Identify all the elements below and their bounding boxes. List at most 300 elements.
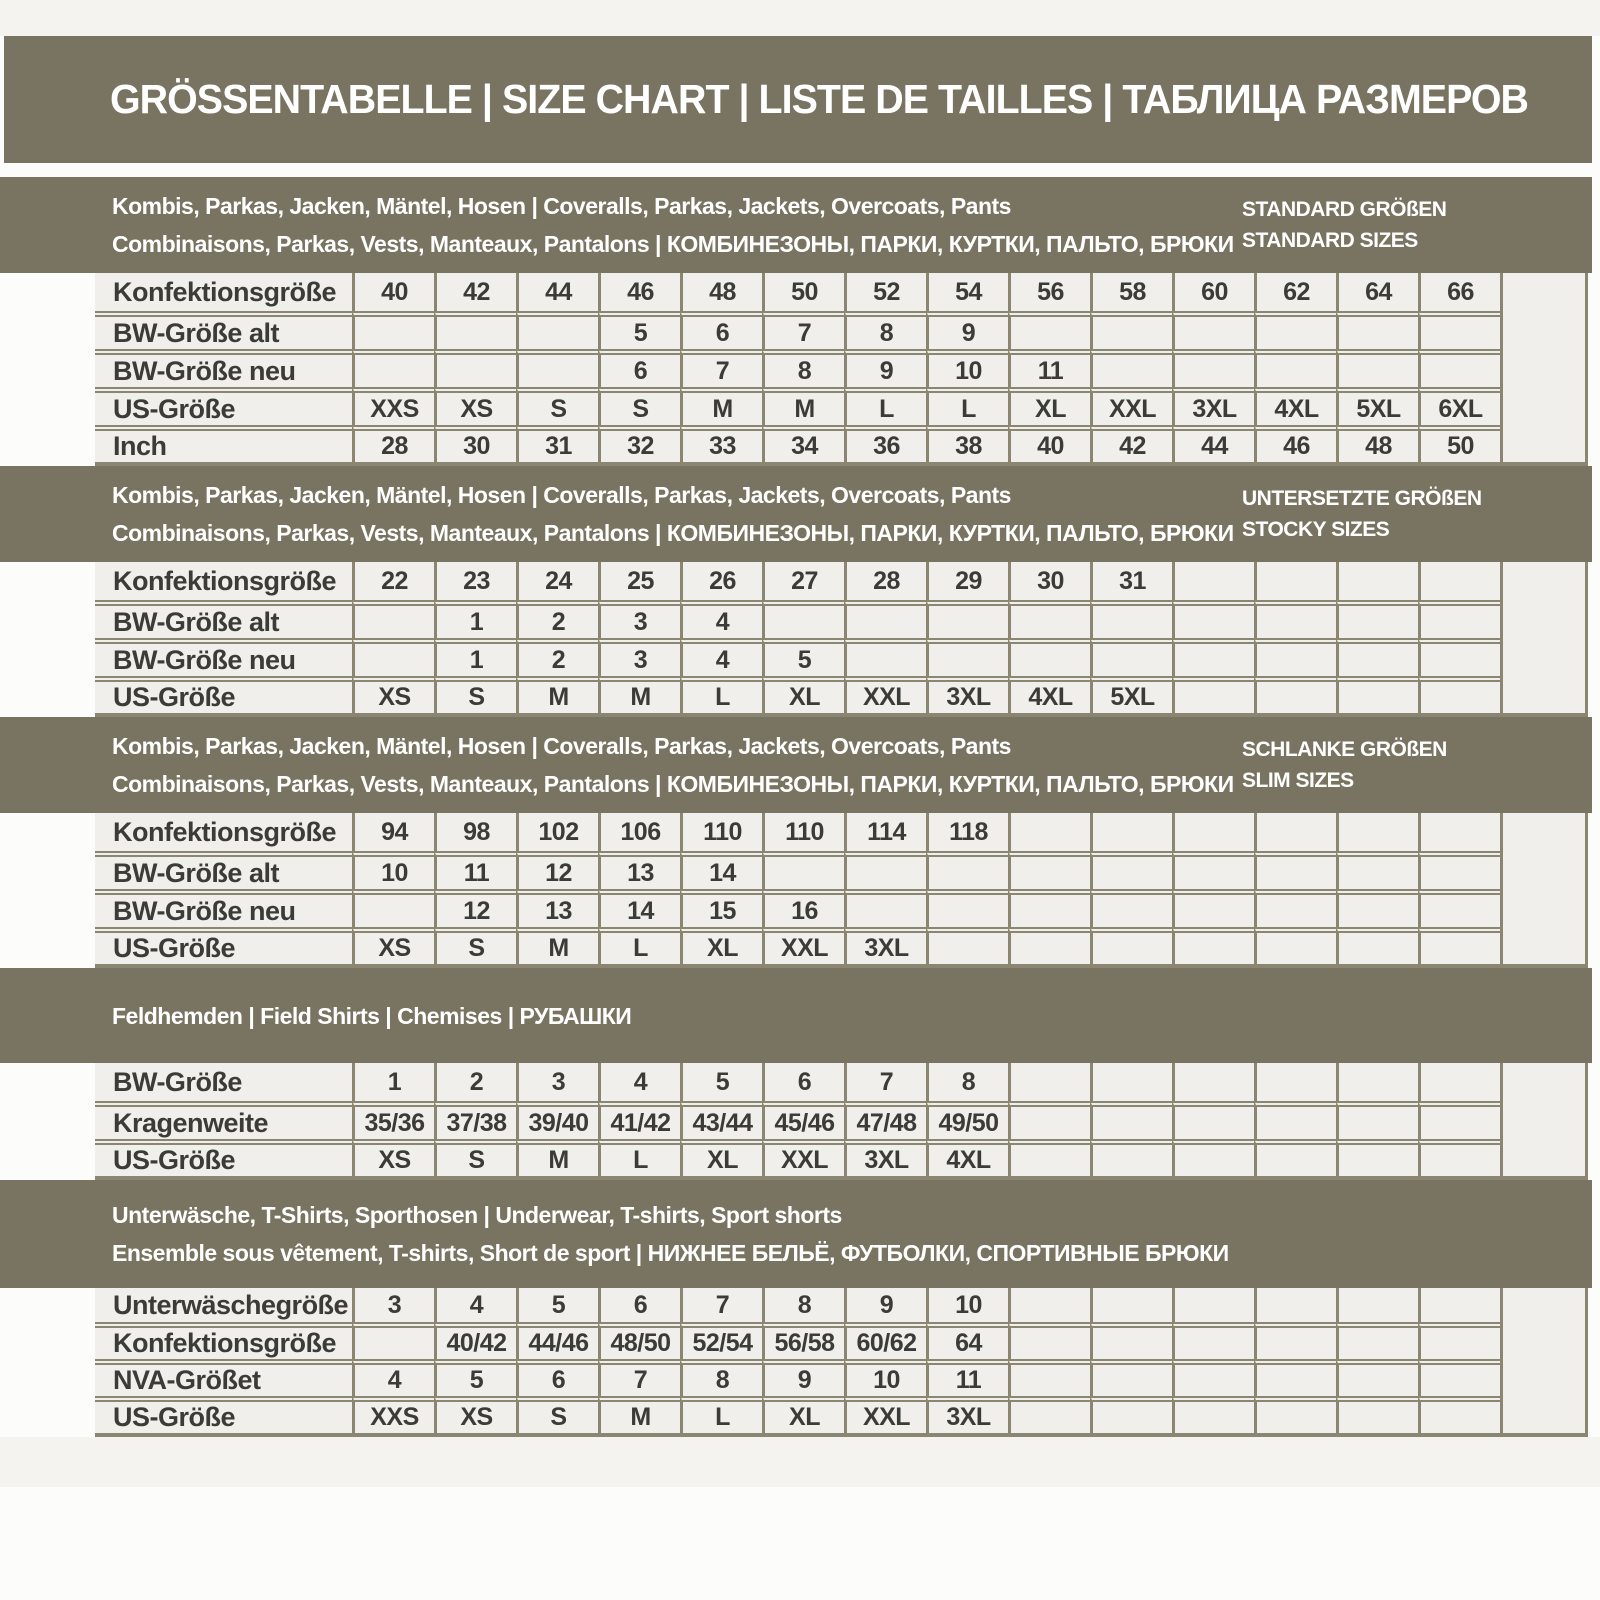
size-value-cell: 4XL <box>1008 676 1090 717</box>
size-value-cell: 94 <box>352 813 434 851</box>
empty-cell <box>1008 600 1090 638</box>
empty-cell <box>1172 1063 1254 1101</box>
size-value-cell: M <box>598 676 680 717</box>
size-value-cell: 4 <box>434 1288 516 1322</box>
size-value-cell: 31 <box>516 425 598 466</box>
empty-cell <box>1090 1139 1172 1180</box>
size-value-cell: 1 <box>352 1063 434 1101</box>
size-value-cell: 13 <box>516 889 598 927</box>
size-value-cell: 3 <box>598 638 680 676</box>
empty-cell <box>1172 1396 1254 1437</box>
empty-cell <box>1090 889 1172 927</box>
empty-cell <box>1254 1359 1336 1396</box>
size-value-cell: 29 <box>926 562 1008 600</box>
size-value-cell: 110 <box>680 813 762 851</box>
size-table-row <box>95 273 1588 311</box>
size-value-cell: 28 <box>844 562 926 600</box>
title-bar <box>4 36 1592 163</box>
empty-cell <box>1254 1396 1336 1437</box>
empty-cell <box>1418 1396 1500 1437</box>
size-value-cell: XL <box>680 1139 762 1180</box>
size-table-stocky <box>95 562 1588 717</box>
empty-cell <box>1336 927 1418 968</box>
empty-cell <box>1254 600 1336 638</box>
empty-cell <box>1418 676 1500 717</box>
size-table-slim <box>95 813 1588 968</box>
section-heading-line: Kombis, Parkas, Jacken, Mäntel, Hosen | Coveralls, Parkas, Jackets, Overcoats, Pants <box>112 193 1011 219</box>
size-value-cell: 7 <box>598 1359 680 1396</box>
empty-cell <box>352 889 434 927</box>
empty-cell <box>1418 1288 1500 1322</box>
empty-cell <box>1336 889 1418 927</box>
size-value-cell: M <box>516 927 598 968</box>
empty-cell <box>844 889 926 927</box>
empty-cell <box>844 638 926 676</box>
section-heading-line: Unterwäsche, T-Shirts, Sporthosen | Underwear, T-shirts, Sport shorts <box>112 1202 842 1228</box>
empty-cell <box>1336 1101 1418 1139</box>
empty-cell <box>1090 600 1172 638</box>
empty-cell <box>1418 1101 1500 1139</box>
empty-cell <box>1090 1101 1172 1139</box>
empty-cell <box>1336 349 1418 387</box>
empty-cell <box>1254 676 1336 717</box>
section-header-slim <box>0 717 1592 813</box>
size-value-cell: 44/46 <box>516 1322 598 1359</box>
empty-cell <box>1172 851 1254 889</box>
empty-cell <box>1336 676 1418 717</box>
empty-cell <box>1418 349 1500 387</box>
size-table-row <box>95 1288 1588 1322</box>
size-value-cell: 36 <box>844 425 926 466</box>
empty-cell <box>1172 638 1254 676</box>
size-value-cell: S <box>434 1139 516 1180</box>
empty-cell <box>1254 349 1336 387</box>
size-value-cell: 114 <box>844 813 926 851</box>
size-value-cell: 26 <box>680 562 762 600</box>
empty-cell <box>516 311 598 349</box>
empty-cell <box>1090 927 1172 968</box>
row-label: BW-Größe alt <box>95 311 352 349</box>
empty-tail-cell <box>1500 273 1588 466</box>
empty-cell <box>1172 311 1254 349</box>
size-value-cell: 10 <box>926 1288 1008 1322</box>
size-value-cell: 5XL <box>1336 387 1418 425</box>
empty-cell <box>926 889 1008 927</box>
empty-cell <box>1008 1322 1090 1359</box>
size-value-cell: 6 <box>762 1063 844 1101</box>
size-value-cell: M <box>516 676 598 717</box>
size-value-cell: 4XL <box>1254 387 1336 425</box>
size-value-cell: 45/46 <box>762 1101 844 1139</box>
size-value-cell: 9 <box>762 1359 844 1396</box>
size-value-cell: 3XL <box>844 1139 926 1180</box>
size-value-cell: 54 <box>926 273 1008 311</box>
row-label: BW-Größe neu <box>95 349 352 387</box>
section-heading-line: Kombis, Parkas, Jacken, Mäntel, Hosen | Coveralls, Parkas, Jackets, Overcoats, Pants <box>112 733 1011 759</box>
empty-cell <box>1008 1359 1090 1396</box>
size-value-cell: 25 <box>598 562 680 600</box>
empty-cell <box>1254 851 1336 889</box>
empty-cell <box>1254 1063 1336 1101</box>
size-table-underwear <box>95 1288 1588 1437</box>
empty-cell <box>1008 927 1090 968</box>
size-value-cell: 42 <box>1090 425 1172 466</box>
size-value-cell: 40 <box>352 273 434 311</box>
size-value-cell: L <box>926 387 1008 425</box>
empty-cell <box>1336 1063 1418 1101</box>
size-value-cell: M <box>598 1396 680 1437</box>
bottom-margin <box>0 1437 1600 1487</box>
size-value-cell: XXL <box>762 1139 844 1180</box>
size-value-cell: 64 <box>1336 273 1418 311</box>
empty-cell <box>926 638 1008 676</box>
size-value-cell: XXS <box>352 1396 434 1437</box>
size-table-row <box>95 311 1588 349</box>
page-title: GRÖSSENTABELLE | SIZE CHART | LISTE DE TAILLES | ТАБЛИЦА РАЗМЕРОВ <box>110 76 1528 122</box>
empty-cell <box>1254 562 1336 600</box>
size-table-row <box>95 562 1588 600</box>
size-value-cell: XXL <box>844 676 926 717</box>
size-value-cell: XXS <box>352 387 434 425</box>
size-value-cell: XL <box>762 676 844 717</box>
section-heading-line: Feldhemden | Field Shirts | Chemises | РУБАШКИ <box>112 1002 632 1029</box>
row-label: Konfektionsgröße <box>95 562 352 600</box>
empty-cell <box>1418 851 1500 889</box>
row-label: Konfektionsgröße <box>95 1322 352 1359</box>
size-value-cell: 4 <box>680 600 762 638</box>
size-value-cell: 8 <box>844 311 926 349</box>
size-value-cell: 46 <box>598 273 680 311</box>
empty-cell <box>1254 927 1336 968</box>
size-table-row <box>95 425 1588 466</box>
size-value-cell: XL <box>680 927 762 968</box>
size-value-cell: 7 <box>680 349 762 387</box>
section-header-standard <box>0 177 1592 273</box>
empty-cell <box>1336 1288 1418 1322</box>
size-value-cell: 64 <box>926 1322 1008 1359</box>
empty-cell <box>844 851 926 889</box>
size-value-cell: XXL <box>844 1396 926 1437</box>
size-value-cell: 4 <box>680 638 762 676</box>
size-value-cell: 5 <box>434 1359 516 1396</box>
empty-cell <box>1090 851 1172 889</box>
empty-tail-cell <box>1500 1063 1588 1180</box>
size-value-cell: 42 <box>434 273 516 311</box>
row-label: BW-Größe neu <box>95 889 352 927</box>
size-category-line: STANDARD GRÖßEN <box>1242 198 1447 221</box>
row-label: US-Größe <box>95 1396 352 1437</box>
size-value-cell: 37/38 <box>434 1101 516 1139</box>
size-value-cell: 5 <box>516 1288 598 1322</box>
size-value-cell: 3 <box>598 600 680 638</box>
size-value-cell: M <box>762 387 844 425</box>
empty-cell <box>1172 1288 1254 1322</box>
size-value-cell: 6XL <box>1418 387 1500 425</box>
row-label: BW-Größe neu <box>95 638 352 676</box>
size-value-cell: 110 <box>762 813 844 851</box>
size-table-row <box>95 387 1588 425</box>
size-value-cell: L <box>844 387 926 425</box>
empty-cell <box>926 600 1008 638</box>
size-value-cell: 5 <box>680 1063 762 1101</box>
size-value-cell: 98 <box>434 813 516 851</box>
size-value-cell: 2 <box>516 638 598 676</box>
size-table-row <box>95 889 1588 927</box>
size-value-cell: XXL <box>762 927 844 968</box>
row-label: NVA-Größet <box>95 1359 352 1396</box>
size-table-row <box>95 1396 1588 1437</box>
empty-cell <box>1418 1063 1500 1101</box>
size-value-cell: 56/58 <box>762 1322 844 1359</box>
section-header-field-shirts <box>0 968 1592 1063</box>
size-value-cell: 46 <box>1254 425 1336 466</box>
size-value-cell: 9 <box>844 349 926 387</box>
row-label: US-Größe <box>95 927 352 968</box>
empty-cell <box>1254 889 1336 927</box>
size-value-cell: 6 <box>598 349 680 387</box>
size-value-cell: S <box>434 927 516 968</box>
title-gap <box>0 163 1600 177</box>
empty-cell <box>1336 1359 1418 1396</box>
size-value-cell: 7 <box>762 311 844 349</box>
size-value-cell: 8 <box>680 1359 762 1396</box>
size-value-cell: L <box>598 1139 680 1180</box>
empty-cell <box>1090 311 1172 349</box>
empty-cell <box>1336 1139 1418 1180</box>
empty-cell <box>1008 1101 1090 1139</box>
size-value-cell: 40 <box>1008 425 1090 466</box>
row-label: BW-Größe alt <box>95 600 352 638</box>
size-value-cell: 52/54 <box>680 1322 762 1359</box>
size-value-cell: 31 <box>1090 562 1172 600</box>
size-value-cell: 6 <box>680 311 762 349</box>
row-label: BW-Größe <box>95 1063 352 1101</box>
empty-cell <box>1172 927 1254 968</box>
size-value-cell: 39/40 <box>516 1101 598 1139</box>
size-value-cell: 50 <box>1418 425 1500 466</box>
empty-cell <box>844 600 926 638</box>
size-value-cell: 27 <box>762 562 844 600</box>
size-table-row <box>95 813 1588 851</box>
size-value-cell: 2 <box>434 1063 516 1101</box>
empty-cell <box>1336 562 1418 600</box>
empty-cell <box>1008 311 1090 349</box>
size-value-cell: 49/50 <box>926 1101 1008 1139</box>
size-value-cell: XS <box>352 927 434 968</box>
empty-cell <box>1418 889 1500 927</box>
empty-cell <box>1172 1101 1254 1139</box>
empty-cell <box>352 1322 434 1359</box>
row-label: Kragenweite <box>95 1101 352 1139</box>
empty-cell <box>1254 1288 1336 1322</box>
size-value-cell: 8 <box>926 1063 1008 1101</box>
empty-cell <box>762 851 844 889</box>
empty-cell <box>1172 1322 1254 1359</box>
section-heading-line: Combinaisons, Parkas, Vests, Manteaux, Pantalons | КОМБИНЕЗОНЫ, ПАРКИ, КУРТКИ, ПАЛЬТО, БРЮКИ <box>112 231 1234 257</box>
size-category-label <box>1242 734 1447 796</box>
size-category-line: UNTERSETZTE GRÖßEN <box>1242 487 1482 510</box>
section-header-stocky <box>0 466 1592 562</box>
empty-cell <box>1336 1322 1418 1359</box>
size-table-row <box>95 1139 1588 1180</box>
size-value-cell: 48 <box>680 273 762 311</box>
size-value-cell: 12 <box>516 851 598 889</box>
size-value-cell: 7 <box>680 1288 762 1322</box>
size-table-standard <box>95 273 1588 466</box>
row-label: US-Größe <box>95 676 352 717</box>
size-value-cell: 30 <box>1008 562 1090 600</box>
size-value-cell: 4 <box>352 1359 434 1396</box>
size-value-cell: 48/50 <box>598 1322 680 1359</box>
size-value-cell: 3XL <box>1172 387 1254 425</box>
size-value-cell: 22 <box>352 562 434 600</box>
size-value-cell: 24 <box>516 562 598 600</box>
size-value-cell: 3XL <box>926 676 1008 717</box>
size-value-cell: 8 <box>762 1288 844 1322</box>
empty-cell <box>1172 349 1254 387</box>
empty-cell <box>1008 1288 1090 1322</box>
empty-cell <box>434 349 516 387</box>
size-value-cell: 13 <box>598 851 680 889</box>
size-value-cell: 9 <box>926 311 1008 349</box>
row-label: BW-Größe alt <box>95 851 352 889</box>
size-value-cell: 30 <box>434 425 516 466</box>
size-value-cell: 6 <box>598 1288 680 1322</box>
size-value-cell: XS <box>434 387 516 425</box>
size-value-cell: XXL <box>1090 387 1172 425</box>
empty-cell <box>1008 1396 1090 1437</box>
size-value-cell: 44 <box>1172 425 1254 466</box>
empty-cell <box>352 638 434 676</box>
empty-cell <box>1008 889 1090 927</box>
empty-cell <box>1172 562 1254 600</box>
row-label: Inch <box>95 425 352 466</box>
size-value-cell: 44 <box>516 273 598 311</box>
size-value-cell: 33 <box>680 425 762 466</box>
size-value-cell: 12 <box>434 889 516 927</box>
empty-tail-cell <box>1500 1288 1588 1437</box>
empty-cell <box>1090 1359 1172 1396</box>
empty-cell <box>1090 1063 1172 1101</box>
size-value-cell: 118 <box>926 813 1008 851</box>
size-value-cell: 5 <box>598 311 680 349</box>
empty-cell <box>434 311 516 349</box>
size-value-cell: 4 <box>598 1063 680 1101</box>
size-value-cell: 9 <box>844 1288 926 1322</box>
empty-cell <box>1172 1359 1254 1396</box>
size-value-cell: 4XL <box>926 1139 1008 1180</box>
size-value-cell: 15 <box>680 889 762 927</box>
size-table-row <box>95 1359 1588 1396</box>
size-value-cell: 11 <box>1008 349 1090 387</box>
empty-cell <box>1090 349 1172 387</box>
size-value-cell: 28 <box>352 425 434 466</box>
empty-cell <box>1008 1063 1090 1101</box>
empty-tail-cell <box>1500 562 1588 717</box>
empty-cell <box>516 349 598 387</box>
size-table-row <box>95 600 1588 638</box>
empty-cell <box>1008 1139 1090 1180</box>
empty-cell <box>1090 638 1172 676</box>
size-value-cell: 48 <box>1336 425 1418 466</box>
empty-cell <box>1172 813 1254 851</box>
size-table-row <box>95 1063 1588 1101</box>
size-value-cell: 102 <box>516 813 598 851</box>
empty-cell <box>1254 638 1336 676</box>
size-table-row <box>95 1322 1588 1359</box>
section-heading-line: Ensemble sous vêtement, T-shirts, Short de sport | НИЖНЕЕ БЕЛЬЁ, ФУТБОЛКИ, СПОРТИВНЫЕ БРЮКИ <box>112 1240 1229 1266</box>
size-value-cell: 60 <box>1172 273 1254 311</box>
size-value-cell: 3 <box>516 1063 598 1101</box>
size-value-cell: 3XL <box>844 927 926 968</box>
size-chart-page <box>0 36 1600 1600</box>
row-label: Konfektionsgröße <box>95 813 352 851</box>
empty-cell <box>1254 311 1336 349</box>
size-value-cell: 16 <box>762 889 844 927</box>
size-value-cell: 62 <box>1254 273 1336 311</box>
row-label: US-Größe <box>95 1139 352 1180</box>
empty-cell <box>762 600 844 638</box>
size-value-cell: 3XL <box>926 1396 1008 1437</box>
size-value-cell: 40/42 <box>434 1322 516 1359</box>
empty-cell <box>1090 813 1172 851</box>
size-value-cell: 14 <box>598 889 680 927</box>
size-value-cell: 5 <box>762 638 844 676</box>
row-label: US-Größe <box>95 387 352 425</box>
empty-cell <box>1418 1322 1500 1359</box>
empty-cell <box>1254 1139 1336 1180</box>
empty-cell <box>1254 1101 1336 1139</box>
size-value-cell: 2 <box>516 600 598 638</box>
size-value-cell: XL <box>1008 387 1090 425</box>
size-value-cell: S <box>516 1396 598 1437</box>
empty-cell <box>1418 1359 1500 1396</box>
empty-tail-cell <box>1500 813 1588 968</box>
size-table-row <box>95 1101 1588 1139</box>
empty-cell <box>1254 813 1336 851</box>
size-value-cell: 47/48 <box>844 1101 926 1139</box>
size-table-row <box>95 638 1588 676</box>
size-value-cell: M <box>680 387 762 425</box>
size-value-cell: 10 <box>844 1359 926 1396</box>
empty-cell <box>1008 813 1090 851</box>
size-value-cell: 1 <box>434 638 516 676</box>
empty-cell <box>1172 1139 1254 1180</box>
size-value-cell: 7 <box>844 1063 926 1101</box>
size-value-cell: L <box>680 676 762 717</box>
size-value-cell: 14 <box>680 851 762 889</box>
size-table-row <box>95 851 1588 889</box>
size-value-cell: S <box>598 387 680 425</box>
size-value-cell: 11 <box>434 851 516 889</box>
empty-cell <box>1336 600 1418 638</box>
size-table-row <box>95 676 1588 717</box>
size-value-cell: 34 <box>762 425 844 466</box>
empty-cell <box>1090 1322 1172 1359</box>
size-value-cell: 58 <box>1090 273 1172 311</box>
size-value-cell: 8 <box>762 349 844 387</box>
empty-cell <box>1254 1322 1336 1359</box>
size-table-row <box>95 349 1588 387</box>
size-value-cell: 6 <box>516 1359 598 1396</box>
size-value-cell: 1 <box>434 600 516 638</box>
size-category-label <box>1242 483 1482 545</box>
empty-cell <box>1336 851 1418 889</box>
empty-cell <box>1172 600 1254 638</box>
size-value-cell: M <box>516 1139 598 1180</box>
size-value-cell: 52 <box>844 273 926 311</box>
size-value-cell: XS <box>352 676 434 717</box>
